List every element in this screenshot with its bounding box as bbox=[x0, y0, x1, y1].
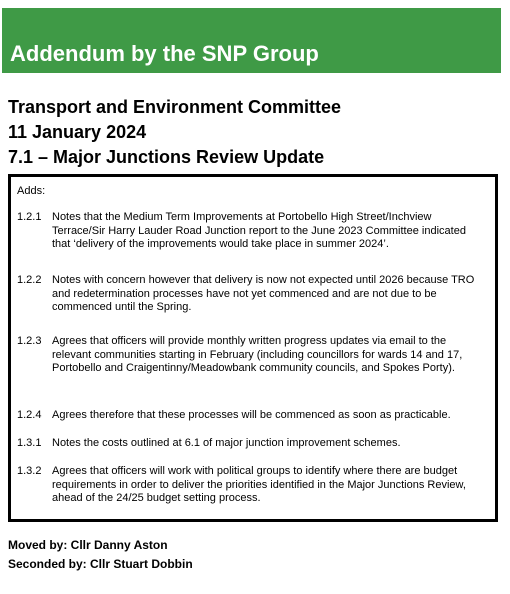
item-number: 1.2.2 bbox=[17, 274, 42, 286]
item-number: 1.2.3 bbox=[17, 335, 42, 347]
seconded-by: Seconded by: Cllr Stuart Dobbin bbox=[8, 557, 193, 571]
agenda-item-title: 7.1 – Major Junctions Review Update bbox=[8, 147, 325, 167]
meeting-date: 11 January 2024 bbox=[8, 122, 147, 142]
item-text: Notes with concern however that delivery is now not expected until 2026 because TRO and redetermination processes have not yet commenced and are not due to be commenced until the Spring. bbox=[52, 274, 475, 314]
motion-box bbox=[8, 174, 498, 522]
item-text: Notes that the Medium Term Improvements at Portobello High Street/Inchview Terrace/Sir Harry Lauder Road Junction report to the June 2023 Committee indicated that ‘delivery of the improvements would take place in summer 2024’. bbox=[52, 211, 466, 251]
item-text: Agrees that officers will provide monthly written progress updates via email to the relevant communities starting in February (including councillors for wards 14 and 17, Portobello and Craigentinny/Meadowbank community councils, and Spokes Porty). bbox=[52, 335, 463, 375]
item-text: Notes the costs outlined at 6.1 of major junction improvement schemes. bbox=[52, 437, 401, 449]
moved-by: Moved by: Cllr Danny Aston bbox=[8, 538, 168, 552]
motion-item bbox=[17, 465, 487, 506]
item-text: Agrees therefore that these processes will be commenced as soon as practicable. bbox=[52, 409, 451, 421]
motion-item bbox=[17, 274, 487, 315]
item-text: Agrees that officers will work with political groups to identify where there are budget requirements in order to deliver the priorities identified in the Major Junctions Review, ahead of the 24/25 budget setting process. bbox=[52, 465, 466, 505]
motion-item bbox=[17, 211, 487, 252]
item-number: 1.2.1 bbox=[17, 211, 42, 223]
committee-heading: Transport and Environment Committee bbox=[8, 97, 342, 117]
item-number: 1.3.1 bbox=[17, 437, 42, 449]
banner-title: Addendum by the SNP Group bbox=[10, 41, 319, 66]
motion-item bbox=[17, 409, 487, 423]
item-number: 1.2.4 bbox=[17, 409, 42, 421]
motion-intro: Adds: bbox=[17, 185, 46, 197]
item-number: 1.3.2 bbox=[17, 465, 42, 477]
header-banner bbox=[2, 8, 501, 73]
motion-item bbox=[17, 437, 487, 451]
motion-item bbox=[17, 335, 487, 376]
